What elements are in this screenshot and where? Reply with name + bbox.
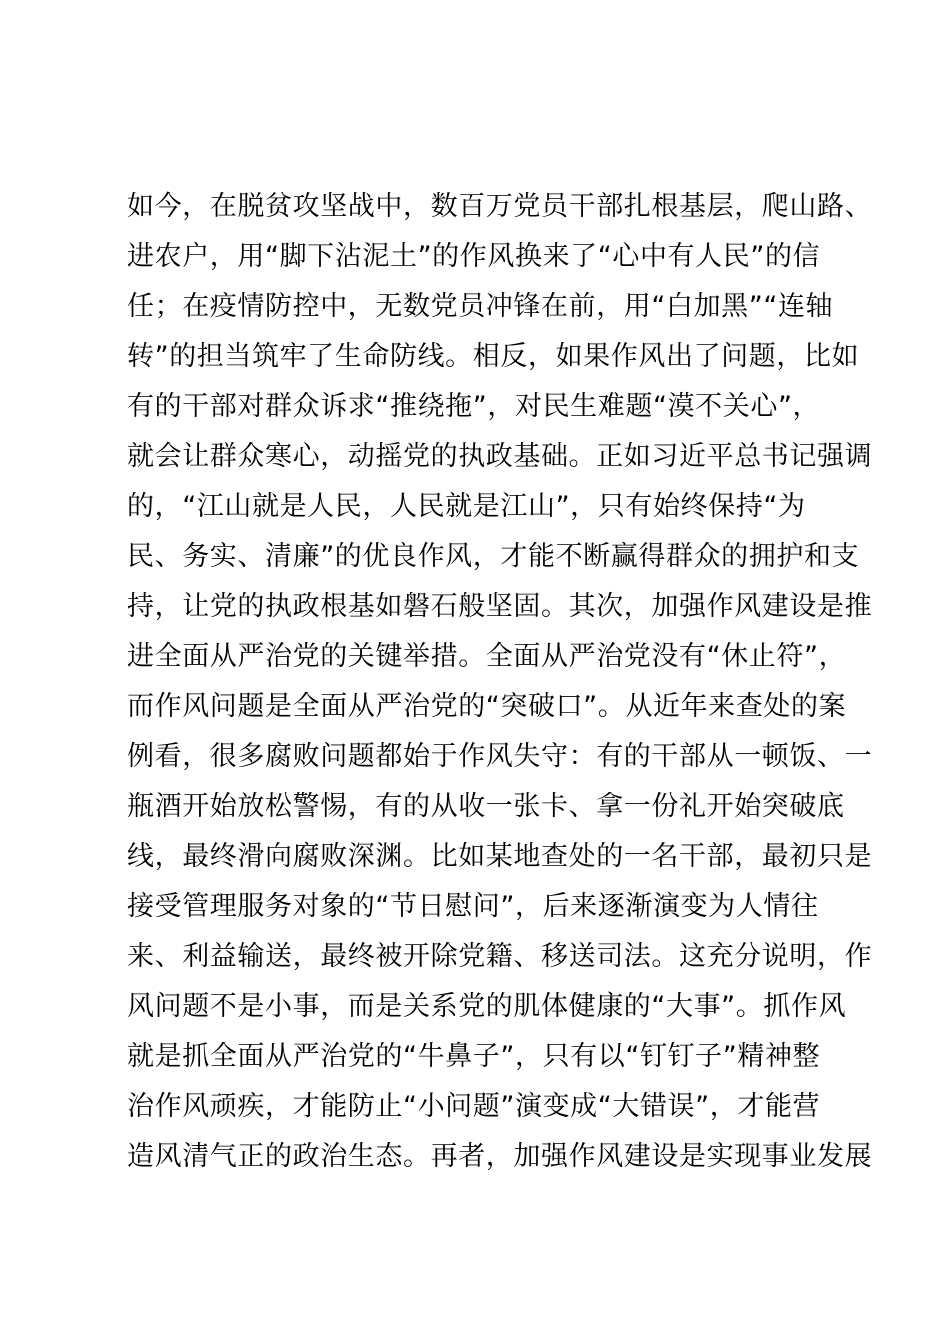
- text-line: 风问题不是小事，而是关系党的肌体健康的“大事”。抓作风: [127, 991, 847, 1022]
- text-line: 治作风顽疾，才能防止“小问题”演变成“大错误”，才能营: [127, 1091, 821, 1122]
- text-line: 瓶酒开始放松警惕，有的从收一张卡、拿一份礼开始突破底: [127, 791, 845, 822]
- text-line: 线，最终滑向腐败深渊。比如某地查处的一名干部，最初只是: [127, 841, 873, 872]
- text-line: 例看，很多腐败问题都始于作风失守：有的干部从一顿饭、一: [127, 741, 873, 772]
- text-line: 持，让党的执政根基如磐石般坚固。其次，加强作风建设是推: [127, 591, 873, 622]
- text-line: 接受管理服务对象的“节日慰问”，后来逐渐演变为人情往: [127, 891, 819, 922]
- text-line: 任；在疫情防控中，无数党员冲锋在前，用“白加黑”“连轴: [127, 291, 834, 322]
- text-line: 就是抓全面从严治党的“牛鼻子”，只有以“钉钉子”精神整: [127, 1041, 821, 1072]
- text-line: 而作风问题是全面从严治党的“突破口”。从近年来查处的案: [127, 691, 847, 722]
- body-paragraph: [127, 182, 873, 1182]
- text-line: 如今，在脱贫攻坚战中，数百万党员干部扎根基层，爬山路、: [127, 191, 873, 222]
- text-line: 民、务实、清廉”的优良作风，才能不断赢得群众的拥护和支: [127, 541, 860, 572]
- text-line: 进农户，用“脚下沾泥土”的作风换来了“心中有人民”的信: [127, 241, 821, 272]
- text-line: 就会让群众寒心，动摇党的执政基础。正如习近平总书记强调: [127, 441, 873, 472]
- text-line: 的，“江山就是人民，人民就是江山”，只有始终保持“为: [127, 491, 806, 522]
- text-line: 来、利益输送，最终被开除党籍、移送司法。这充分说明，作: [127, 941, 873, 972]
- text-line: 造风清气正的政治生态。再者，加强作风建设是实现事业发展: [127, 1141, 873, 1172]
- text-line: 转”的担当筑牢了生命防线。相反，如果作风出了问题，比如: [127, 341, 860, 372]
- text-line: 进全面从严治党的关键举措。全面从严治党没有“休止符”，: [127, 641, 847, 672]
- text-line: 有的干部对群众诉求“推绕拖”，对民生难题“漠不关心”，: [127, 391, 821, 422]
